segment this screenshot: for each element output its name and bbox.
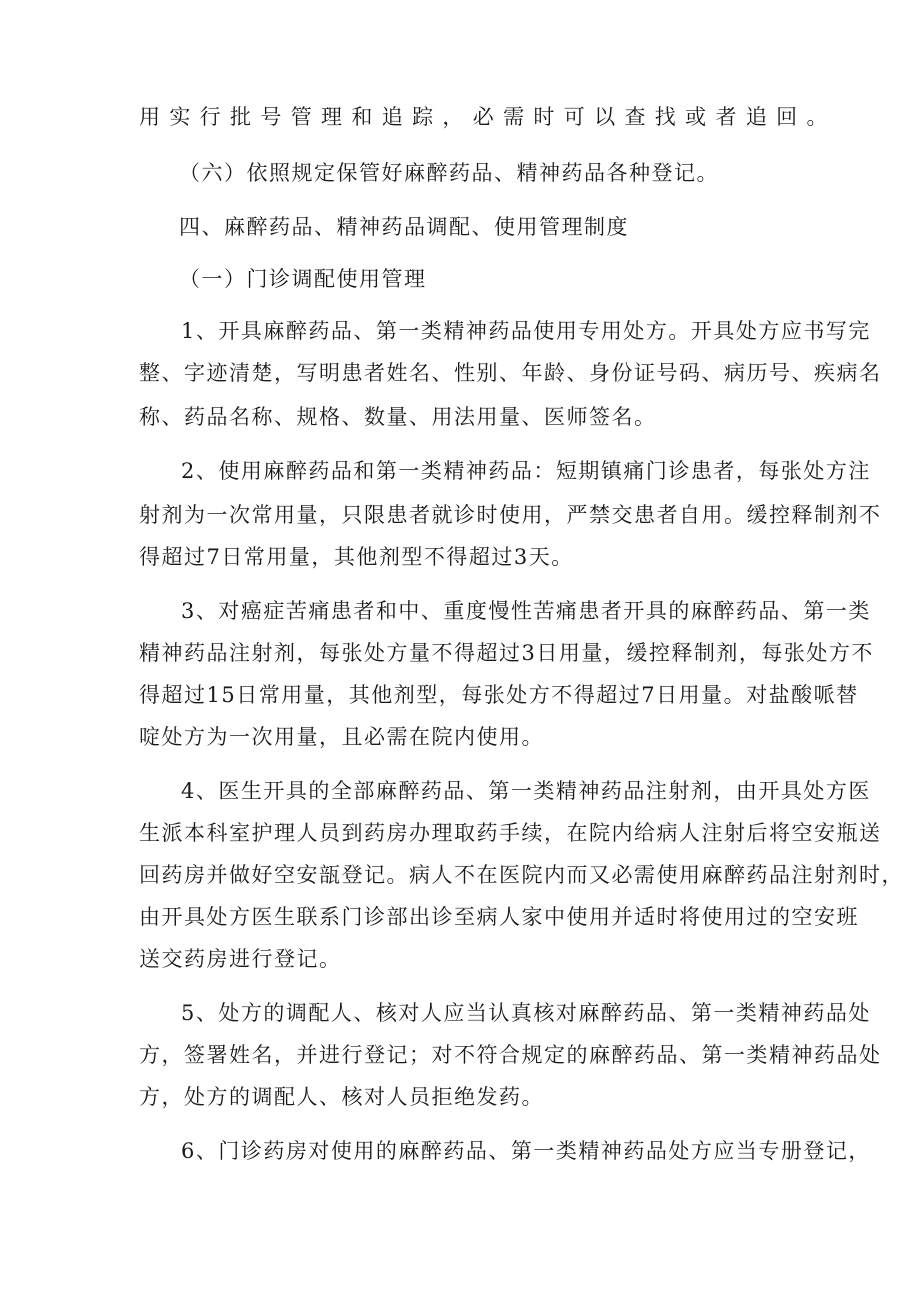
paragraph-4-line-5: 送交药房进行登记。 <box>139 947 342 971</box>
paragraph-5-line-1: 5、处方的调配人、核对人应当认真核对麻醉药品、第一类精神药品处 <box>181 1001 871 1025</box>
paragraph-3-line-1: 3、对癌症苦痛患者和中、重度慢性苦痛患者开具的麻醉药品、第一类 <box>181 599 871 623</box>
paragraph-1-line-2: 整、字迹清楚，写明患者姓名、性别、年龄、身份证号码、病历号、疾病名 <box>139 361 882 385</box>
paragraph-4-line-1: 4、医生开具的全部麻醉药品、第一类精神药品注射剂，由开具处方医 <box>181 779 871 803</box>
section-item-6: （六）依照规定保管好麻醉药品、精神药品各种登记。 <box>179 161 719 185</box>
subsection-heading-1: （一）门诊调配使用管理 <box>179 267 427 291</box>
section-heading-4: 四、麻醉药品、精神药品调配、使用管理制度 <box>179 215 629 239</box>
paragraph-4-line-4: 由开具处方医生联系门诊部出诊至病人家中使用并适时将使用过的空安班 <box>139 905 859 929</box>
paragraph-3-line-4: 啶处方为一次用量，且必需在院内使用。 <box>139 725 544 749</box>
paragraph-2-line-1: 2、使用麻醉药品和第一类精神药品：短期镇痛门诊患者，每张处方注 <box>181 459 871 483</box>
paragraph-continuation-line: 用实行批号管理和追踪，必需时可以查找或者追回。 <box>139 105 829 129</box>
paragraph-4-line-3: 回药房并做好空安瓿登记。病人不在医院内而又必需使用麻醉药品注射剂时， <box>139 863 904 887</box>
paragraph-3-line-3: 得超过15日常用量，其他剂型，每张处方不得超过7日用量。对盐酸哌替 <box>139 683 859 707</box>
paragraph-5-line-3: 方，处方的调配人、核对人员拒绝发药。 <box>139 1085 544 1109</box>
paragraph-6-line-1: 6、门诊药房对使用的麻醉药品、第一类精神药品处方应当专册登记， <box>181 1139 871 1163</box>
paragraph-5-line-2: 方，签署姓名，并进行登记；对不符合规定的麻醉药品、第一类精神药品处 <box>139 1043 882 1067</box>
paragraph-3-line-2: 精神药品注射剂，每张处方量不得超过3日用量，缓控释制剂，每张处方不 <box>139 641 874 665</box>
paragraph-1-line-3: 称、药品名称、规格、数量、用法用量、医师签名。 <box>139 405 657 429</box>
paragraph-2-line-3: 得超过7日常用量，其他剂型不得超过3天。 <box>139 545 574 569</box>
paragraph-4-line-2: 生派本科室护理人员到药房办理取药手续，在院内给病人注射后将空安瓶送 <box>139 821 882 845</box>
paragraph-1-line-1: 1、开具麻醉药品、第一类精神药品使用专用处方。开具处方应书写完 <box>181 319 871 343</box>
paragraph-2-line-2: 射剂为一次常用量，只限患者就诊时使用，严禁交患者自用。缓控释制剂不 <box>139 503 882 527</box>
